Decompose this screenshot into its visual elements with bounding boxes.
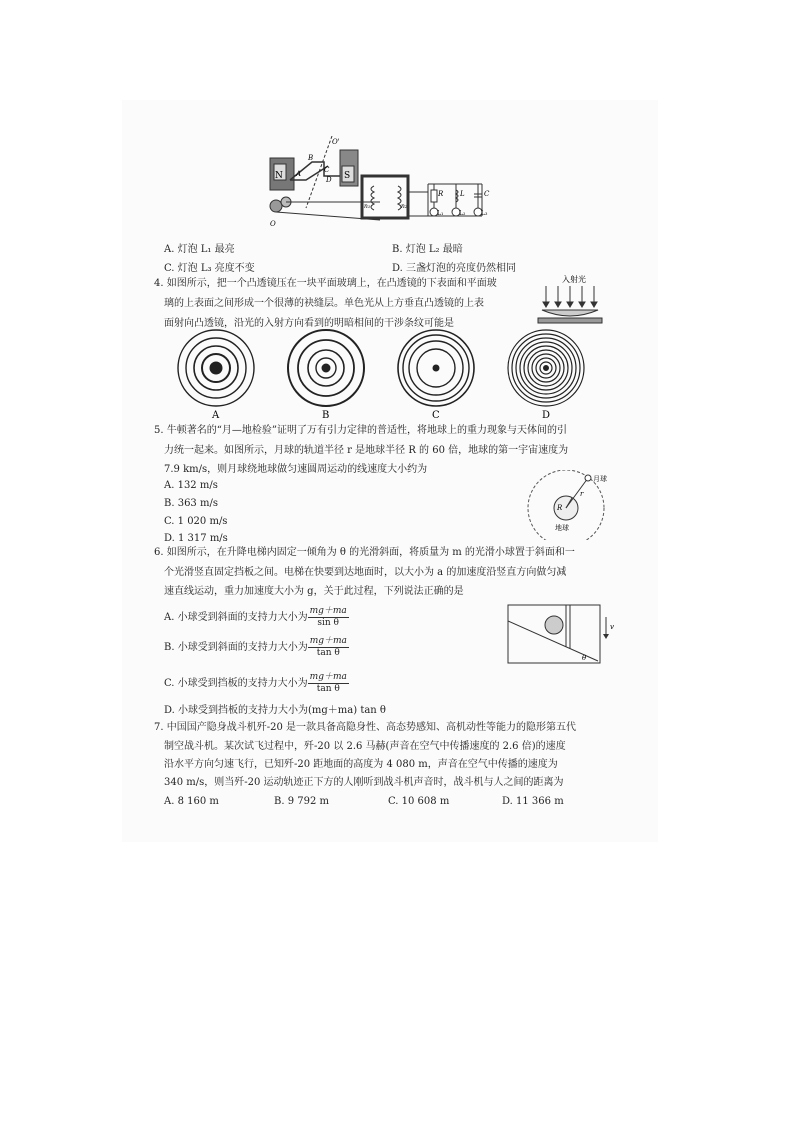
svg-text:R: R bbox=[438, 190, 444, 198]
svg-text:C: C bbox=[324, 166, 330, 174]
interference-rings-choices bbox=[172, 328, 592, 420]
q3-option-d[interactable]: D. 三盏灯泡的亮度仍然相同 bbox=[392, 263, 517, 274]
generator-transformer-circuit-figure bbox=[262, 136, 502, 228]
q5-stem-line2: 力统一起来。如图所示，月球的轨道半径 r 是地球半径 R 的 60 倍，地球的第一宇宙速度为 bbox=[164, 445, 569, 456]
q7-stem-line1: 7. 中国国产隐身战斗机歼-20 是一款具备高隐身性、高态势感知、高机动性等能力的隐形第五代 bbox=[154, 722, 577, 733]
svg-text:L₃: L₃ bbox=[481, 210, 488, 217]
q4-stem-line3: 面射向凸透镜，沿光的入射方向看到的明暗相间的干涉条纹可能是 bbox=[164, 318, 454, 329]
svg-text:L₂: L₂ bbox=[459, 210, 466, 217]
svg-text:C: C bbox=[484, 190, 490, 198]
svg-text:入射光: 入射光 bbox=[562, 275, 586, 284]
ring-pattern-c bbox=[398, 330, 474, 406]
ring-pattern-d bbox=[508, 330, 584, 406]
q3-option-a[interactable]: A. 灯泡 L₁ 最亮 bbox=[164, 244, 235, 255]
q5-option-b[interactable]: B. 363 m/s bbox=[164, 498, 218, 509]
q7-stem-line4: 340 m/s，则当歼-20 运动轨迹正下方的人刚听到战斗机声音时，战斗机与人之间的距离为 bbox=[164, 777, 564, 788]
choice-c-label: C bbox=[432, 410, 440, 420]
q3-option-c[interactable]: C. 灯泡 L₃ 亮度不变 bbox=[164, 263, 255, 274]
choice-a-label: A bbox=[212, 410, 220, 420]
q5-option-a[interactable]: A. 132 m/s bbox=[164, 480, 218, 491]
svg-text:地球: 地球 bbox=[555, 524, 569, 532]
q6-option-b[interactable]: B. 小球受到斜面的支持力大小为 $\frac{mg+ma}{\text{tan θ}}$ bbox=[164, 636, 347, 658]
q4-stem-line2: 璃的上表面之间形成一个很薄的袂缝层。单色光从上方垂直凸透镜的上表 bbox=[164, 298, 484, 309]
label-S: S bbox=[344, 171, 351, 181]
svg-text:D: D bbox=[326, 176, 332, 184]
lens-incident-light-figure bbox=[536, 272, 606, 326]
q7-stem-line2: 制空战斗机。某次试飞过程中，歼-20 以 2.6 马赫(声音在空气中传播速度的 2.6 倍)的速度 bbox=[164, 741, 566, 752]
svg-text:θ: θ bbox=[582, 654, 587, 662]
q4-stem-line1: 4. 如图所示，把一个凸透镜压在一块平面玻璃上，在凸透镜的下表面和平面玻 bbox=[154, 278, 497, 289]
q7-option-b[interactable]: B. 9 792 m bbox=[274, 796, 329, 807]
q3-option-b[interactable]: B. 灯泡 L₂ 最暗 bbox=[392, 244, 463, 255]
q6-stem-line3: 速直线运动，重力加速度大小为 g，关于此过程，下列说法正确的是 bbox=[164, 586, 464, 597]
label-N: N bbox=[275, 171, 283, 181]
svg-text:n₂: n₂ bbox=[401, 203, 408, 210]
svg-text:R: R bbox=[557, 504, 563, 512]
choice-d-label: D bbox=[542, 410, 551, 420]
incline-ball-elevator-figure bbox=[506, 603, 618, 665]
q6-stem-line1: 6. 如图所示，在升降电梯内固定一倾角为 θ 的光滑斜面，将质量为 m 的光滑小球置于斜面和一 bbox=[154, 547, 575, 558]
ring-pattern-a bbox=[178, 330, 254, 406]
q5-option-d[interactable]: D. 1 317 m/s bbox=[164, 533, 228, 544]
q7-stem-line3: 沿水平方向匀速飞行，已知歼-20 距地面的高度为 4 080 m，声音在空气中传播的速度为 bbox=[164, 759, 558, 770]
q7-option-a[interactable]: A. 8 160 m bbox=[164, 796, 219, 807]
q5-stem-line3: 7.9 km/s，则月球绕地球做匀速圆周运动的线速度大小约为 bbox=[164, 464, 428, 475]
choice-b-label: B bbox=[322, 410, 330, 420]
q6-option-a[interactable]: A. 小球受到斜面的支持力大小为 $\frac{mg+ma}{\text{sin θ}}$ bbox=[164, 606, 347, 628]
svg-text:r: r bbox=[580, 490, 584, 498]
svg-text:n₁: n₁ bbox=[364, 203, 371, 210]
ring-pattern-b bbox=[288, 330, 364, 406]
q6-option-d[interactable]: D. 小球受到挡板的支持力大小为(mg＋ma) tan θ bbox=[164, 705, 386, 716]
svg-text:v: v bbox=[610, 623, 614, 631]
q6-option-c[interactable]: C. 小球受到挡板的支持力大小为 $\frac{mg+ma}{\text{tan θ}}$ bbox=[164, 672, 347, 694]
svg-text:A: A bbox=[296, 170, 302, 178]
svg-text:B: B bbox=[308, 154, 314, 162]
q5-option-c[interactable]: C. 1 020 m/s bbox=[164, 516, 228, 527]
svg-text:O': O' bbox=[332, 138, 340, 146]
q7-option-d[interactable]: D. 11 366 m bbox=[502, 796, 564, 807]
moon-orbit-figure bbox=[520, 470, 612, 540]
svg-text:L₁: L₁ bbox=[437, 210, 444, 217]
q6-stem-line2: 个光滑竖直固定挡板之间。电梯在快要到达地面时，以大小为 a 的加速度沿竖直方向做匀减 bbox=[164, 567, 567, 578]
svg-text:O: O bbox=[270, 220, 276, 228]
svg-text:月球: 月球 bbox=[593, 475, 607, 483]
q5-stem-line1: 5. 牛顿著名的“月—地检验”证明了万有引力定律的普适性，将地球上的重力现象与天体间的引 bbox=[154, 425, 567, 436]
q7-option-c[interactable]: C. 10 608 m bbox=[388, 796, 450, 807]
svg-text:L: L bbox=[460, 190, 465, 198]
